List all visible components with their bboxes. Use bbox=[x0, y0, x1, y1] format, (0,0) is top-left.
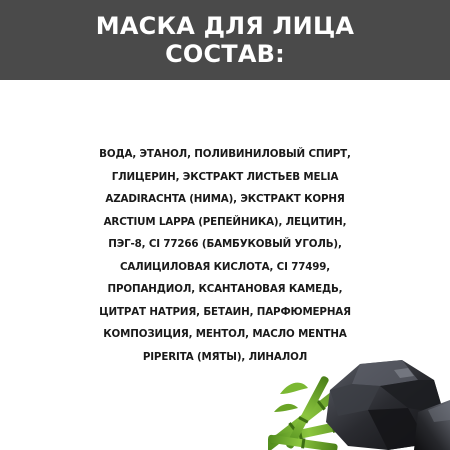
charcoal-bamboo-illustration bbox=[268, 350, 450, 450]
composition-line-8: ЦИТРАТ НАТРИЯ, БЕТАИН, ПАРФЮМЕРНАЯ bbox=[99, 305, 351, 318]
composition-line-1: ВОДА, ЭТАНОЛ, ПОЛИВИНИЛОВЫЙ СПИРТ, bbox=[99, 148, 351, 160]
composition-line-9: КОМПОЗИЦИЯ, МЕНТОЛ, МАСЛО MENTHA bbox=[103, 328, 347, 340]
header-title-line-1: МАСКА ДЛЯ ЛИЦА bbox=[95, 12, 355, 40]
composition-line-6: САЛИЦИЛОВАЯ КИСЛОТА, CI 77499, bbox=[119, 260, 331, 273]
header-title-line-2: СОСТАВ: bbox=[165, 40, 285, 68]
header-title bbox=[0, 12, 450, 68]
composition-line-3: AZADIRACHTA (НИМА), ЭКСТРАКТ КОРНЯ bbox=[105, 193, 345, 205]
composition-line-4: ARCTIUM LAPPA (РЕПЕЙНИКА), ЛЕЦИТИН, bbox=[103, 215, 347, 228]
header-banner bbox=[0, 0, 450, 80]
charcoal-chunks bbox=[326, 360, 450, 450]
composition-line-2: ГЛИЦЕРИН, ЭКСТРАКТ ЛИСТЬЕВ MELIA bbox=[111, 170, 339, 183]
composition-line-7: ПРОПАНДИОЛ, КСАНТАНОВАЯ КАМЕДЬ, bbox=[107, 283, 343, 295]
composition-text bbox=[80, 143, 370, 368]
composition-line-5: ПЭГ-8, CI 77266 (БАМБУКОВЫЙ УГОЛЬ), bbox=[108, 238, 342, 250]
composition-line-10: PIPERITA (МЯТЫ), ЛИНАЛОЛ bbox=[142, 350, 308, 363]
